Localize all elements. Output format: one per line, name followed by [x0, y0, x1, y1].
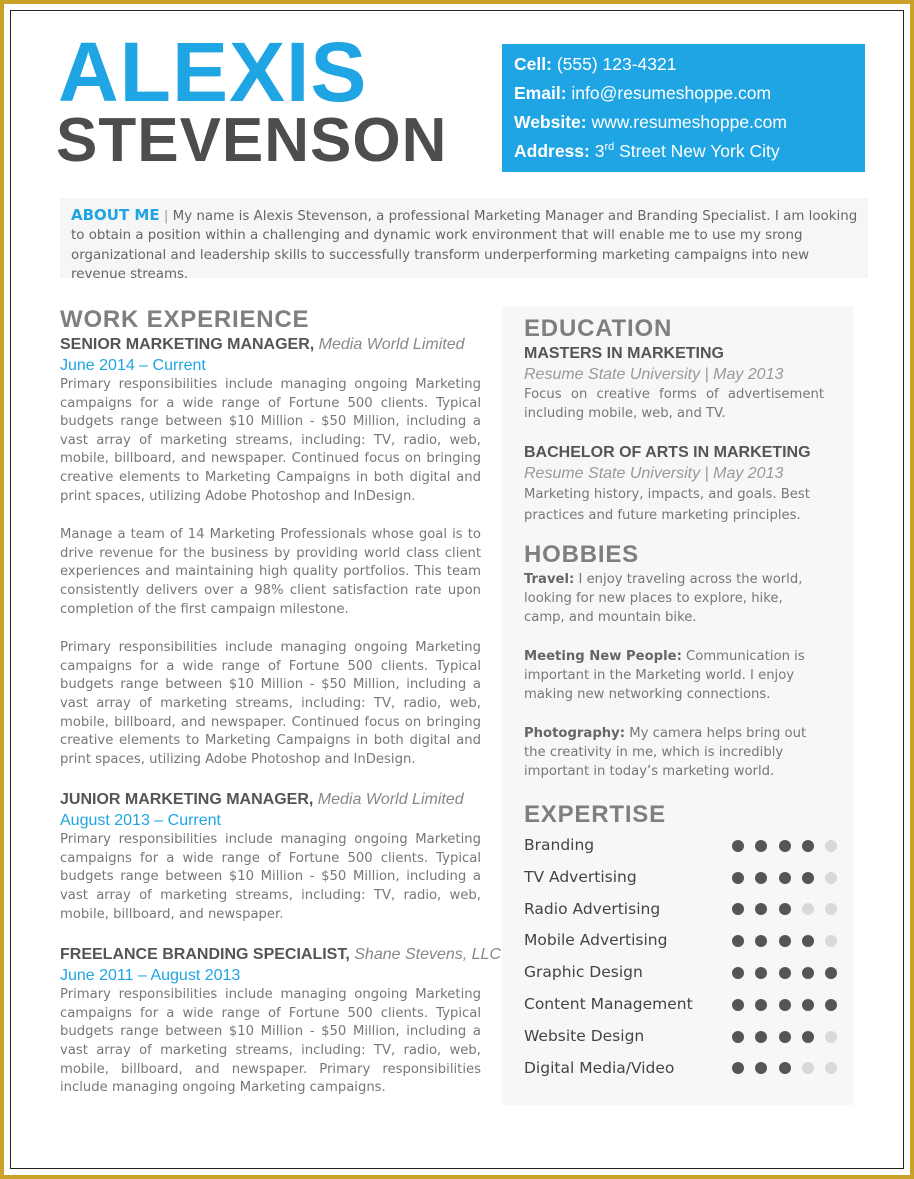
rating-dot-filled — [732, 872, 744, 884]
hobby-item — [524, 647, 824, 704]
rating-dot-filled — [732, 1062, 744, 1074]
rating-dot-filled — [732, 1031, 744, 1043]
skill-name: Content Management — [524, 994, 693, 1013]
rating-dot-filled — [779, 935, 791, 947]
skill-name: Website Design — [524, 1026, 645, 1045]
job-description: Primary responsibilities include managing ongoing Marketing campaigns for a wide range of Fortune 500 clients. Typical budgets range between $10 Million - $50 Million, including a vast array of marketing streams, including: TV, radio, web, mobile, billboard, and newspaper. Continued focus on bringing creative elements to Marketing Campaigns in both digital and print spaces, utilizing Adobe Photoshop and InDesign. — [60, 377, 481, 504]
skill-row — [524, 894, 853, 926]
job-title — [60, 789, 481, 811]
job-entry — [60, 789, 481, 924]
email-value[interactable]: info@resumeshoppe.com — [571, 83, 772, 103]
address-label: Address: — [514, 141, 590, 161]
work-experience-title: WORK EXPERIENCE — [60, 306, 310, 333]
about-me-text: My name is Alexis Stevenson, a professional Marketing Manager and Branding Specialist. I am looking to obtain a position within a challenging and dynamic work environment that will enable me to use my srong organizational and leadership skills to successfully transform underperforming marketing campaigns into new revenue streams. — [71, 209, 858, 283]
contact-address — [514, 137, 865, 166]
job-title — [60, 334, 481, 356]
skill-name: Radio Advertising — [524, 899, 661, 918]
rating-dot-filled — [732, 967, 744, 979]
hobby-label: Photography: — [524, 726, 626, 741]
rating-dot-filled — [755, 999, 767, 1011]
work-experience-column — [60, 306, 502, 1098]
rating-dot-filled — [755, 903, 767, 915]
skill-row — [524, 862, 853, 894]
rating-dot-filled — [755, 967, 767, 979]
sidebar-column — [502, 306, 853, 1105]
first-name: ALEXIS — [58, 25, 368, 119]
rating-dot-empty — [802, 903, 814, 915]
skill-name: Branding — [524, 836, 595, 854]
skill-rating — [732, 1053, 848, 1085]
rating-dot-filled — [779, 1062, 791, 1074]
rating-dot-filled — [732, 840, 744, 852]
rating-dot-empty — [825, 903, 837, 915]
skill-name: Mobile Advertising — [524, 931, 668, 950]
rating-dot-empty — [825, 872, 837, 884]
cell-label: Cell: — [514, 54, 552, 74]
job-position: JUNIOR MARKETING MANAGER, — [60, 791, 314, 809]
skill-rating — [732, 989, 848, 1021]
rating-dot-filled — [755, 872, 767, 884]
cell-value: (555) 123-4321 — [556, 54, 677, 74]
job-description: Primary responsibilities include managing ongoing Marketing campaigns for a wide range of Fortune 500 clients. Typical budgets range between $10 Million - $50 Million, including a vast array of marketing streams, including: TV, radio, web, mobile, billboard, and newspaper. Primary responsibilities include managing ongoing Marketing campaigns. — [60, 987, 481, 1096]
hobbies-title: HOBBIES — [524, 541, 639, 568]
expertise-list — [524, 830, 853, 1084]
rating-dot-filled — [779, 872, 791, 884]
hobby-text: Communication is important in the Marketing world. I enjoy making new networking connections. — [524, 649, 805, 702]
skill-row — [524, 925, 853, 957]
job-description: Manage a team of 14 Marketing Professionals whose goal is to drive revenue for the business by providing world class client experiences and maintaining high quality portfolios. This team consistently delivers over a 98% client satisfaction rate upon completion of the first campaign milestone. — [60, 527, 481, 617]
rating-dot-filled — [825, 999, 837, 1011]
contact-website — [514, 108, 865, 137]
skill-name: Graphic Design — [524, 963, 643, 982]
email-label: Email: — [514, 83, 567, 103]
contact-email — [514, 79, 865, 108]
rating-dot-filled — [779, 999, 791, 1011]
rating-dot-filled — [755, 935, 767, 947]
job-date: June 2014 – Current — [60, 357, 206, 374]
skill-rating — [732, 862, 848, 894]
education-title: EDUCATION — [524, 315, 673, 342]
rating-dot-empty — [825, 1031, 837, 1043]
rating-dot-filled — [755, 840, 767, 852]
rating-dot-filled — [802, 967, 814, 979]
job-date: August 2013 – Current — [60, 812, 221, 830]
job-entry — [60, 334, 481, 769]
rating-dot-empty — [825, 840, 837, 852]
job-entry — [60, 944, 502, 1098]
rating-dot-filled — [802, 999, 814, 1011]
about-separator: | — [159, 209, 173, 224]
address-number: 3 — [594, 141, 605, 161]
rating-dot-empty — [825, 1062, 837, 1074]
rating-dot-filled — [779, 903, 791, 915]
education-entry — [524, 442, 853, 526]
skill-rating — [732, 1021, 848, 1053]
website-label: Website: — [514, 112, 587, 132]
job-position: SENIOR MARKETING MANAGER, — [60, 336, 315, 353]
about-me-section — [60, 198, 868, 283]
job-description: Primary responsibilities include managing ongoing Marketing campaigns for a wide range of Fortune 500 clients. Typical budgets range between $10 Million - $50 Million, including a vast array of marketing streams, including: TV, radio, web, mobile, billboard, and newspaper. — [60, 832, 481, 922]
contact-cell — [514, 50, 865, 79]
rating-dot-filled — [755, 1031, 767, 1043]
hobby-item — [524, 724, 824, 781]
rating-dot-filled — [732, 935, 744, 947]
rating-dot-filled — [802, 840, 814, 852]
job-position: FREELANCE BRANDING SPECIALIST, — [60, 946, 350, 964]
education-entry — [524, 343, 853, 423]
rating-dot-empty — [802, 1062, 814, 1074]
skill-row — [524, 830, 853, 862]
skill-name: TV Advertising — [524, 867, 637, 886]
contact-box — [502, 44, 865, 172]
rating-dot-empty — [825, 935, 837, 947]
hobby-label: Meeting New People: — [524, 649, 682, 664]
rating-dot-filled — [732, 903, 744, 915]
rating-dot-filled — [755, 1062, 767, 1074]
address-ordinal: rd — [604, 141, 615, 154]
degree-title: BACHELOR OF ARTS IN MARKETING — [524, 444, 811, 461]
degree-title: MASTERS IN MARKETING — [524, 345, 724, 362]
rating-dot-filled — [732, 999, 744, 1011]
rating-dot-filled — [779, 840, 791, 852]
last-name: STEVENSON — [56, 106, 448, 175]
skill-row — [524, 1021, 853, 1053]
expertise-title: EXPERTISE — [524, 801, 666, 828]
degree-school: Resume State University | May 2013 — [524, 465, 784, 482]
about-me-title: ABOUT ME — [71, 206, 160, 224]
address-street: Street New York City — [614, 141, 780, 161]
skill-name: Digital Media/Video — [524, 1058, 675, 1077]
skill-row — [524, 989, 853, 1021]
job-description: Primary responsibilities include managing ongoing Marketing campaigns for a wide range of Fortune 500 clients. Typical budgets range between $10 Million - $50 Million, including a vast array of marketing streams, including: TV, radio, web, mobile, billboard, and newspaper. Continued focus on bringing creative elements to Marketing Campaigns in both digital and print spaces, utilizing Adobe Photoshop and InDesign. — [60, 640, 481, 767]
job-company: Media World Limited — [314, 336, 465, 353]
rating-dot-filled — [779, 967, 791, 979]
job-date: June 2011 – August 2013 — [60, 967, 241, 985]
skill-rating — [732, 957, 848, 989]
job-company: Shane Stevens, LLC — [349, 946, 502, 964]
rating-dot-filled — [802, 872, 814, 884]
hobby-item — [524, 570, 824, 627]
degree-description: Focus on creative forms of advertisement including mobile, web, and TV. — [524, 387, 824, 421]
rating-dot-filled — [802, 935, 814, 947]
degree-school: Resume State University | May 2013 — [524, 366, 784, 383]
degree-description: Marketing history, impacts, and goals. Best practices and future marketing principles. — [524, 487, 810, 523]
hobby-text: My camera helps bring out the creativity in me, which is incredibly important in today’s marketing world. — [524, 726, 807, 779]
rating-dot-filled — [779, 1031, 791, 1043]
hobby-label: Travel: — [524, 572, 575, 587]
skill-rating — [732, 894, 848, 926]
job-title — [60, 944, 502, 966]
rating-dot-filled — [802, 1031, 814, 1043]
skill-row — [524, 1053, 853, 1085]
website-value[interactable]: www.resumeshoppe.com — [591, 112, 787, 132]
rating-dot-filled — [825, 967, 837, 979]
hobby-text: I enjoy traveling across the world, looking for new places to explore, hike, camp, and mountain bike. — [524, 572, 803, 625]
skill-row — [524, 957, 853, 989]
skill-rating — [732, 925, 848, 957]
skill-rating — [732, 830, 848, 862]
job-company: Media World Limited — [313, 791, 464, 809]
